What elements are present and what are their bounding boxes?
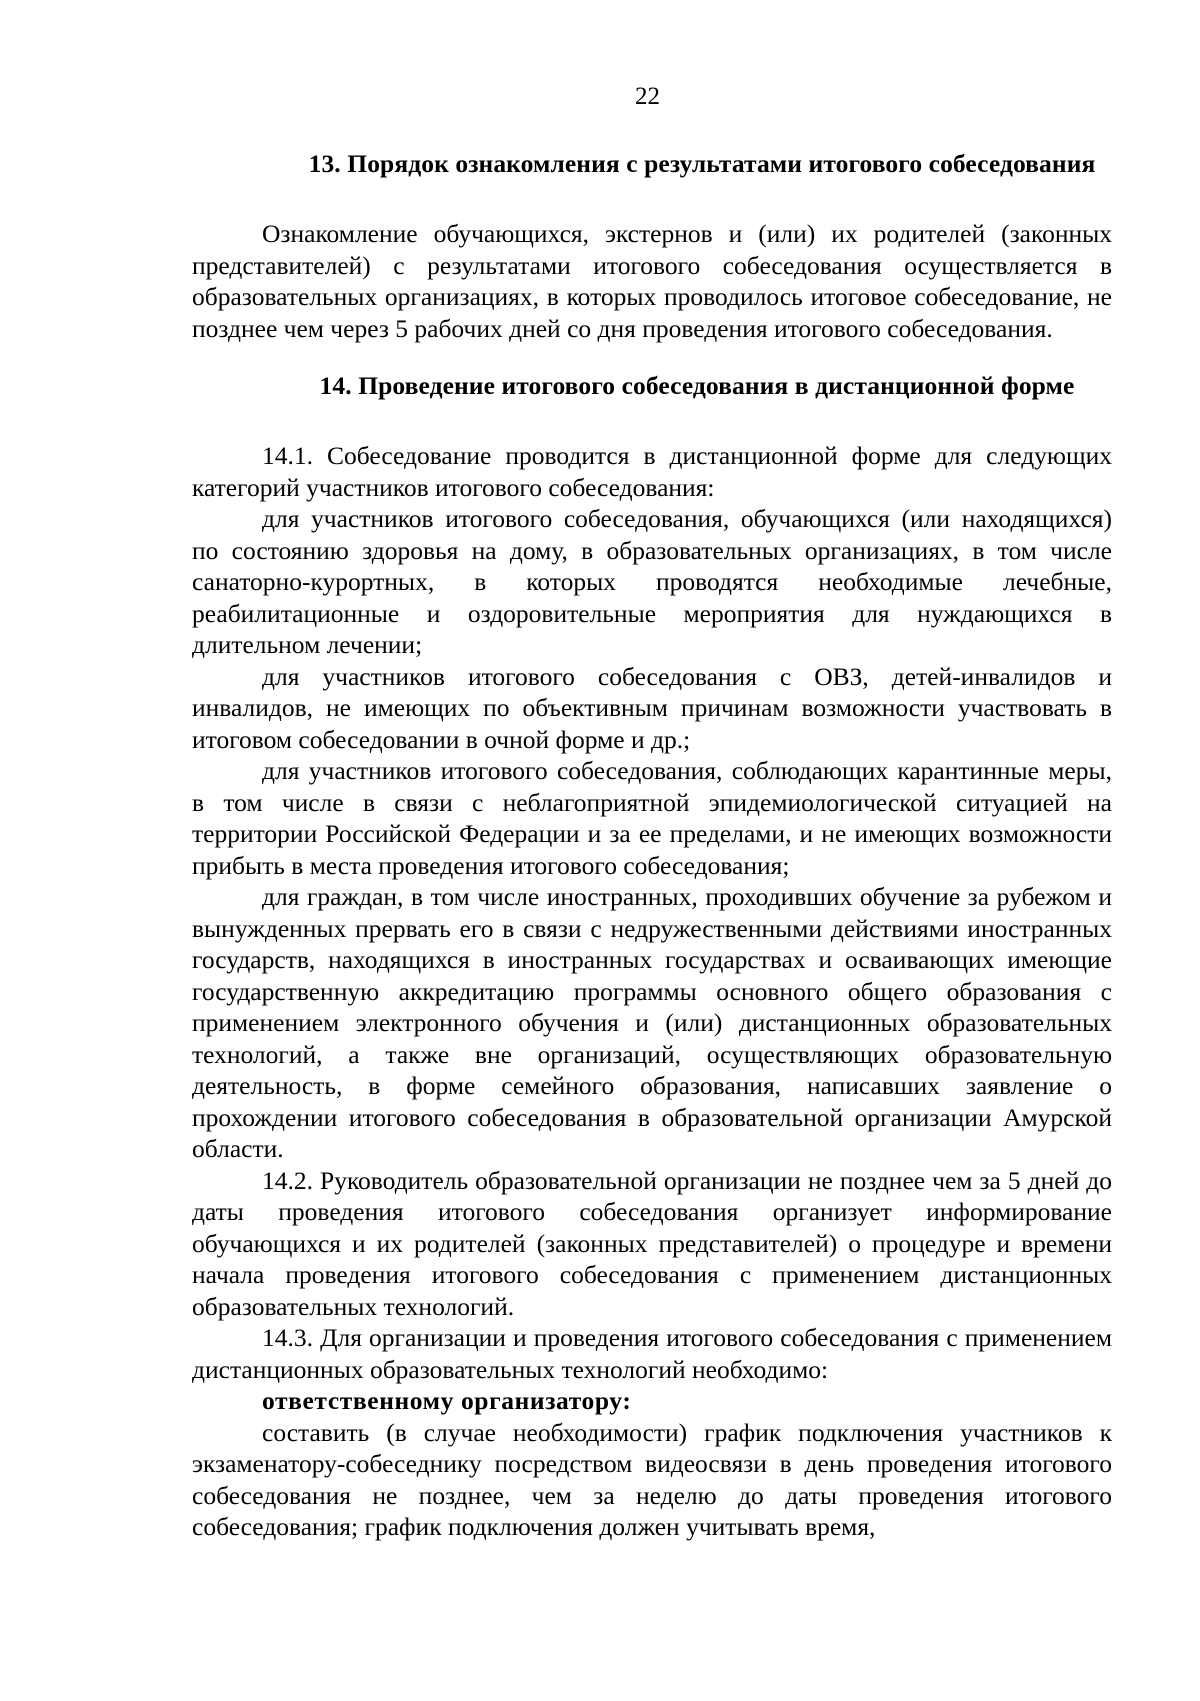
list-item-quarantine: для участников итогового собеседования, соблюдающих карантинные меры, в том числе в связи с неблагоприятной эпидемиологической ситуацией на территории Российской Федерации и за ее пределами, и не имеющих возможности прибыть в места проведения итогового собеседования; xyxy=(192,756,1112,880)
list-item-health: для участников итогового собеседования, обучающихся (или находящихся) по состоянию здоровья на дому, в образовательных организациях, в том числе санаторно-курортных, в которых проводятся необходимые лечебные, реабилитационные и оздоровительные мероприятия для нуждающихся в длительном лечении; xyxy=(192,504,1112,659)
paragraph-14-2: 14.2. Руководитель образовательной организации не позднее чем за 5 дней до даты проведения итогового собеседования организует информирование обучающихся и их родителей (законных представителей) о процедуре и времени начала проведения итогового собеседования с применением дистанционных образовательных технологий. xyxy=(192,1165,1112,1321)
section-13-paragraph: Ознакомление обучающихся, экстернов и (или) их родителей (законных представителей) с результатами итогового собеседования осуществляется в образовательных организациях, в которых проводилось итоговое собеседование, не позднее чем через 5 рабочих дней со дня проведения итогового собеседования. xyxy=(192,219,1112,343)
list-item-disabled: для участников итогового собеседования с ОВЗ, детей-инвалидов и инвалидов, не имеющих по объективным причинам возможности участвовать в итоговом собеседовании в очной форме и др.; xyxy=(192,661,1112,754)
paragraph-14-1: 14.1. Собеседование проводится в дистанционной форме для следующих категорий участников итогового собеседования: xyxy=(192,441,1112,502)
organizer-subheading: ответственному организатору: xyxy=(262,1386,632,1415)
list-item-citizens-abroad: для граждан, в том числе иностранных, проходивших обучение за рубежом и вынужденных прервать его в связи с недружественными действиями иностранных государств, находящихся в иностранных государствах и осваивающих имеющие государственную аккредитацию программы основного общего образования с применением электронного обучения и (или) дистанционных образовательных технологий, а также вне организаций, осуществляющих образовательную деятельность, в форме семейного образования, написавших заявление о прохождении итогового собеседования в образовательной организации Амурской области. xyxy=(192,882,1112,1163)
paragraph-14-3: 14.3. Для организации и проведения итогового собеседования с применением дистанционных образовательных технологий необходимо: xyxy=(192,1323,1112,1384)
section-14-heading: 14. Проведение итогового собеседования в дистанционной форме xyxy=(319,371,1075,400)
organizer-instructions: составить (в случае необходимости) график подключения участников к экзаменатору-собеседнику посредством видеосвязи в день проведения итогового собеседования не позднее, чем за неделю до даты проведения итогового собеседования; график подключения должен учитывать время, xyxy=(192,1417,1112,1541)
document-body xyxy=(192,148,1112,1543)
section-13-heading: 13. Порядок ознакомления с результатами итогового собеседования xyxy=(308,149,1096,178)
page-number: 22 xyxy=(635,83,660,110)
